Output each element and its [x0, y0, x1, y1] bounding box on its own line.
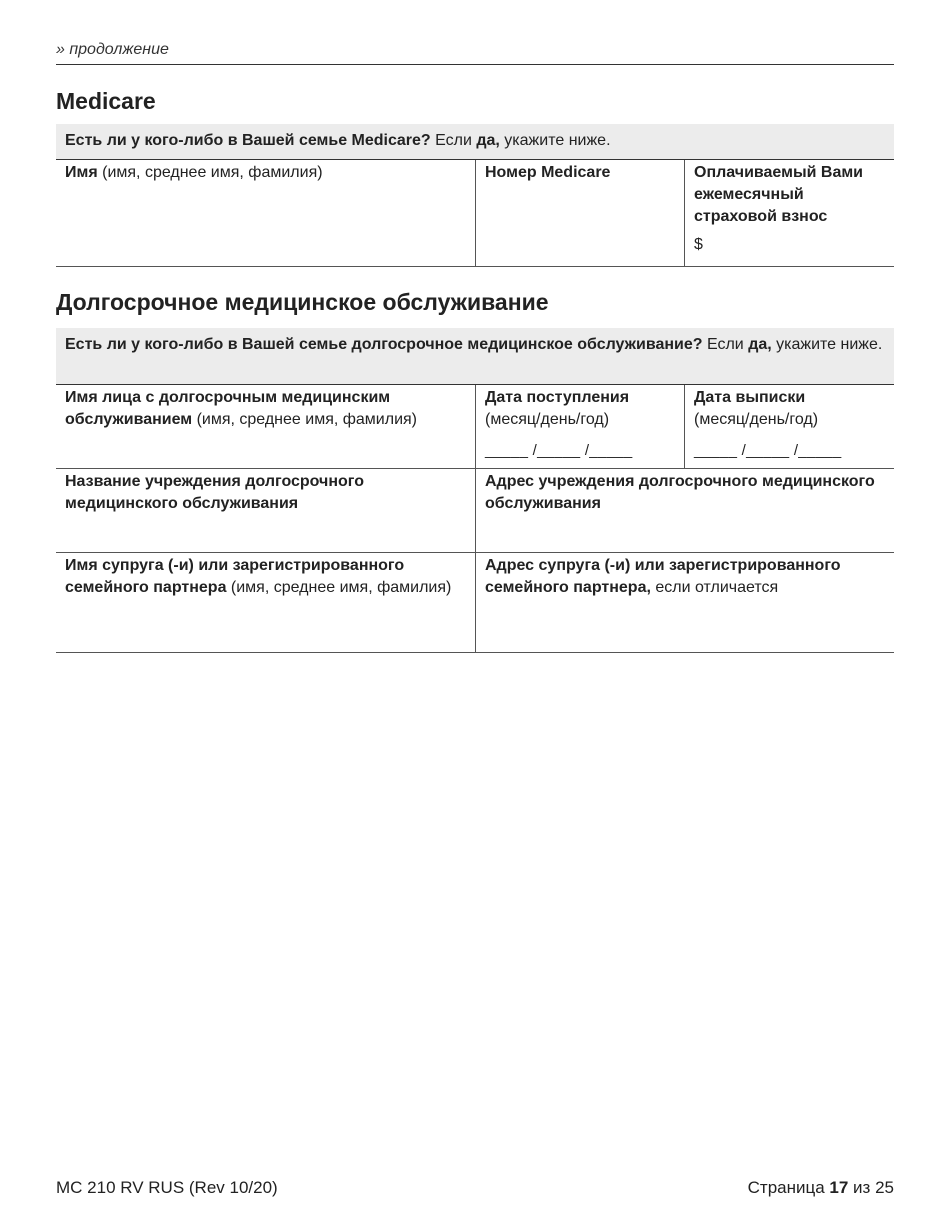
- ltc-spouse-name-field[interactable]: [56, 553, 475, 652]
- ltc-question-text: Есть ли у кого-либо в Вашей семье долгосрочное медицинское обслуживание?: [65, 336, 703, 353]
- page-mid: из: [848, 1178, 876, 1197]
- currency-symbol: $: [694, 236, 703, 253]
- medicare-name-hint: (имя, среднее имя, фамилия): [97, 164, 323, 181]
- ltc-discharge-label: Дата выписки: [694, 389, 806, 406]
- page-current: 17: [829, 1178, 849, 1197]
- medicare-name-field[interactable]: [56, 160, 475, 266]
- medicare-section-title: Medicare: [56, 88, 156, 114]
- discharge-date-blank: _____ /_____ /_____: [694, 442, 842, 459]
- medicare-table: [56, 160, 894, 267]
- ltc-spouse-name-hint: (имя, среднее имя, фамилия): [226, 579, 452, 596]
- question-yes: да,: [748, 336, 772, 353]
- page-number: [748, 1178, 894, 1198]
- ltc-spouse-address-label: Адрес супруга (-и) или зарегистрированного семейного партнера,: [485, 557, 841, 596]
- ltc-question: [56, 328, 894, 385]
- ltc-facility-name-field[interactable]: [56, 469, 475, 552]
- ltc-person-name-field[interactable]: [56, 385, 475, 468]
- medicare-premium-field[interactable]: [684, 160, 894, 266]
- ltc-spouse-address-field[interactable]: [475, 553, 894, 652]
- medicare-question-text: Есть ли у кого-либо в Вашей семье Medicare?: [65, 132, 431, 149]
- ltc-section-title: Долгосрочное медицинское обслуживание: [56, 289, 549, 315]
- medicare-row: [56, 160, 894, 267]
- medicare-question: [56, 124, 894, 160]
- medicare-premium-label: Оплачиваемый Вами ежемесячный страховой взнос: [694, 164, 864, 225]
- page-prefix: Страница: [747, 1178, 830, 1197]
- ltc-admit-label: Дата поступления: [485, 389, 630, 406]
- ltc-discharge-format: (месяц/день/год): [694, 411, 819, 428]
- ltc-table: [56, 385, 894, 653]
- question-yes: да,: [476, 132, 500, 149]
- ltc-discharge-date-field[interactable]: [684, 385, 894, 468]
- question-rest: укажите ниже.: [499, 132, 611, 149]
- ltc-row-person: [56, 385, 894, 469]
- question-if: Если: [702, 336, 749, 353]
- ltc-facility-address-field[interactable]: [475, 469, 894, 552]
- admit-date-blank: _____ /_____ /_____: [485, 442, 633, 459]
- ltc-person-hint: (имя, среднее имя, фамилия): [192, 411, 418, 428]
- form-page: [56, 0, 894, 1230]
- page-total: 25: [875, 1178, 894, 1197]
- ltc-spouse-address-hint: если отличается: [650, 579, 779, 596]
- continued-label: » продолжение: [56, 40, 894, 65]
- form-id: MC 210 RV RUS (Rev 10/20): [56, 1178, 278, 1197]
- ltc-spouse-name-label: Имя супруга (-и) или зарегистрированного семейного партнера: [65, 557, 405, 596]
- medicare-number-label: Номер Medicare: [485, 164, 611, 181]
- medicare-name-label: Имя: [65, 164, 98, 181]
- ltc-facility-name-label: Название учреждения долгосрочного медицинского обслуживания: [65, 473, 365, 512]
- ltc-row-spouse: [56, 553, 894, 653]
- ltc-admit-date-field[interactable]: [475, 385, 684, 468]
- ltc-person-label: Имя лица с долгосрочным медицинским обслуживанием: [65, 389, 391, 428]
- ltc-admit-format: (месяц/день/год): [485, 411, 610, 428]
- question-if: Если: [430, 132, 477, 149]
- question-rest: укажите ниже.: [771, 336, 883, 353]
- ltc-facility-address-label: Адрес учреждения долгосрочного медицинского обслуживания: [485, 473, 875, 512]
- ltc-row-facility: [56, 469, 894, 553]
- medicare-number-field[interactable]: [475, 160, 684, 266]
